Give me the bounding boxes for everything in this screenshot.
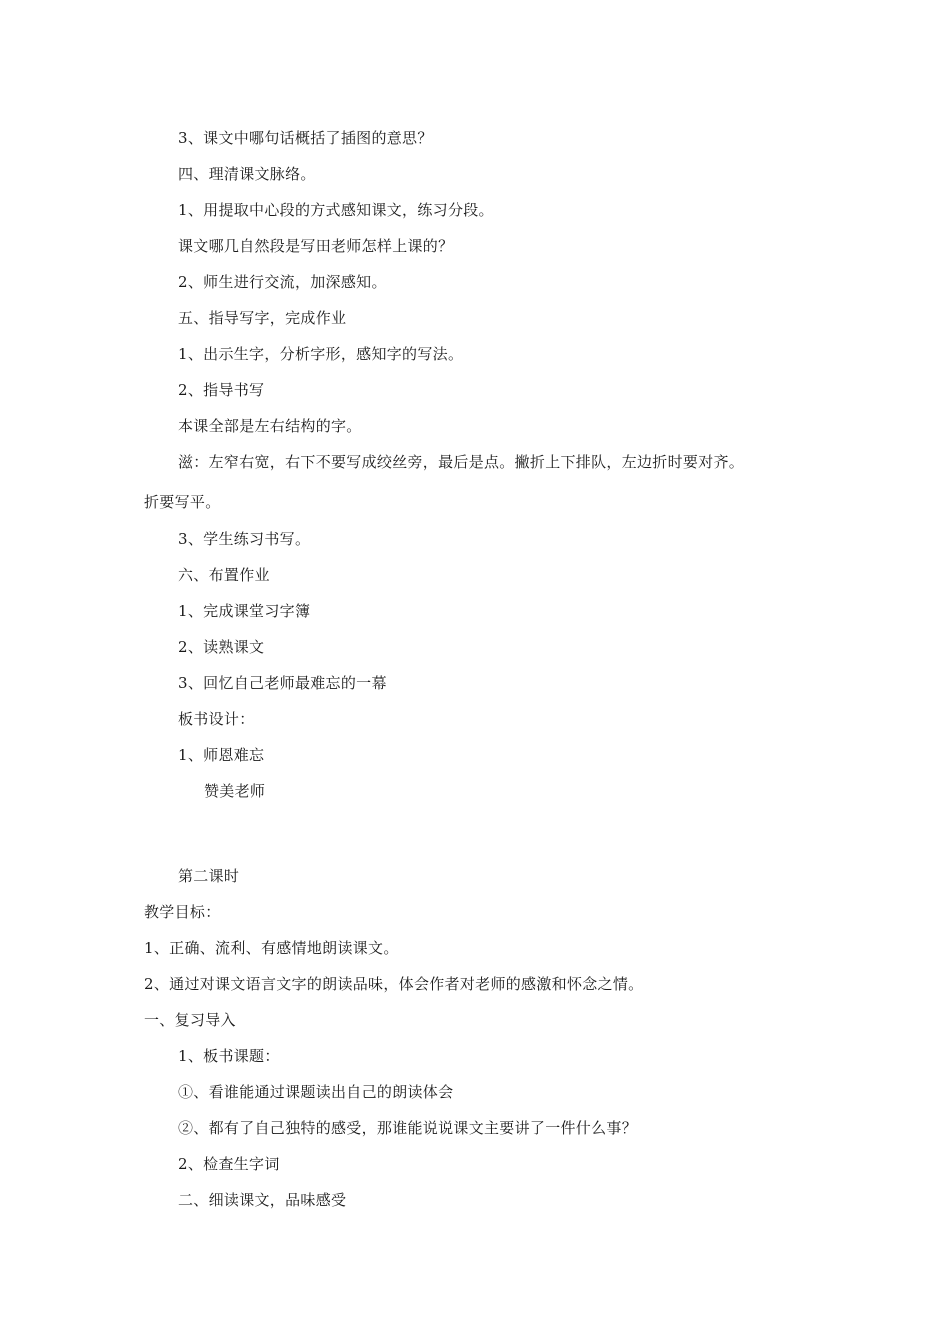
text-line: 滋：左窄右宽，右下不要写成绞丝旁，最后是点。撇折上下排队，左边折时要对齐。 — [178, 453, 745, 471]
section-heading: 四、理清课文脉络。 — [178, 165, 316, 183]
lesson-heading: 第二课时 — [178, 867, 240, 885]
text-line-continued: 折要写平。 — [144, 493, 221, 511]
text-line: 2、读熟课文 — [178, 638, 265, 656]
text-line: 1、正确、流利、有感情地朗读课文。 — [144, 939, 399, 957]
section-heading: 二、细读课文，品味感受 — [178, 1191, 347, 1209]
text-line: 1、师恩难忘 — [178, 746, 265, 764]
text-line: 课文哪几自然段是写田老师怎样上课的？ — [178, 237, 454, 255]
text-line: 板书设计： — [178, 710, 255, 728]
text-line: 2、通过对课文语言文字的朗读品味，体会作者对老师的感激和怀念之情。 — [144, 975, 644, 993]
text-line: 3、回忆自己老师最难忘的一幕 — [178, 674, 387, 692]
text-line: ②、都有了自己独特的感受，那谁能说说课文主要讲了一件什么事？ — [178, 1119, 638, 1137]
text-line: 3、学生练习书写。 — [178, 530, 311, 548]
text-line: 本课全部是左右结构的字。 — [178, 417, 362, 435]
text-line: 2、指导书写 — [178, 381, 265, 399]
text-line: 1、完成课堂习字簿 — [178, 602, 311, 620]
text-line: ①、看谁能通过课题读出自己的朗读体会 — [178, 1083, 454, 1101]
section-heading: 一、复习导入 — [144, 1011, 236, 1029]
section-heading: 五、指导写字，完成作业 — [178, 309, 347, 327]
text-line: 教学目标： — [144, 903, 221, 921]
text-line: 1、出示生字，分析字形，感知字的写法。 — [178, 345, 464, 363]
text-line: 2、检查生字词 — [178, 1155, 280, 1173]
text-line: 2、师生进行交流，加深感知。 — [178, 273, 387, 291]
text-line: 赞美老师 — [204, 782, 266, 800]
text-line: 3、课文中哪句话概括了插图的意思？ — [178, 129, 433, 147]
text-line: 1、用提取中心段的方式感知课文，练习分段。 — [178, 201, 494, 219]
text-line: 1、板书课题： — [178, 1047, 280, 1065]
section-heading: 六、布置作业 — [178, 566, 270, 584]
